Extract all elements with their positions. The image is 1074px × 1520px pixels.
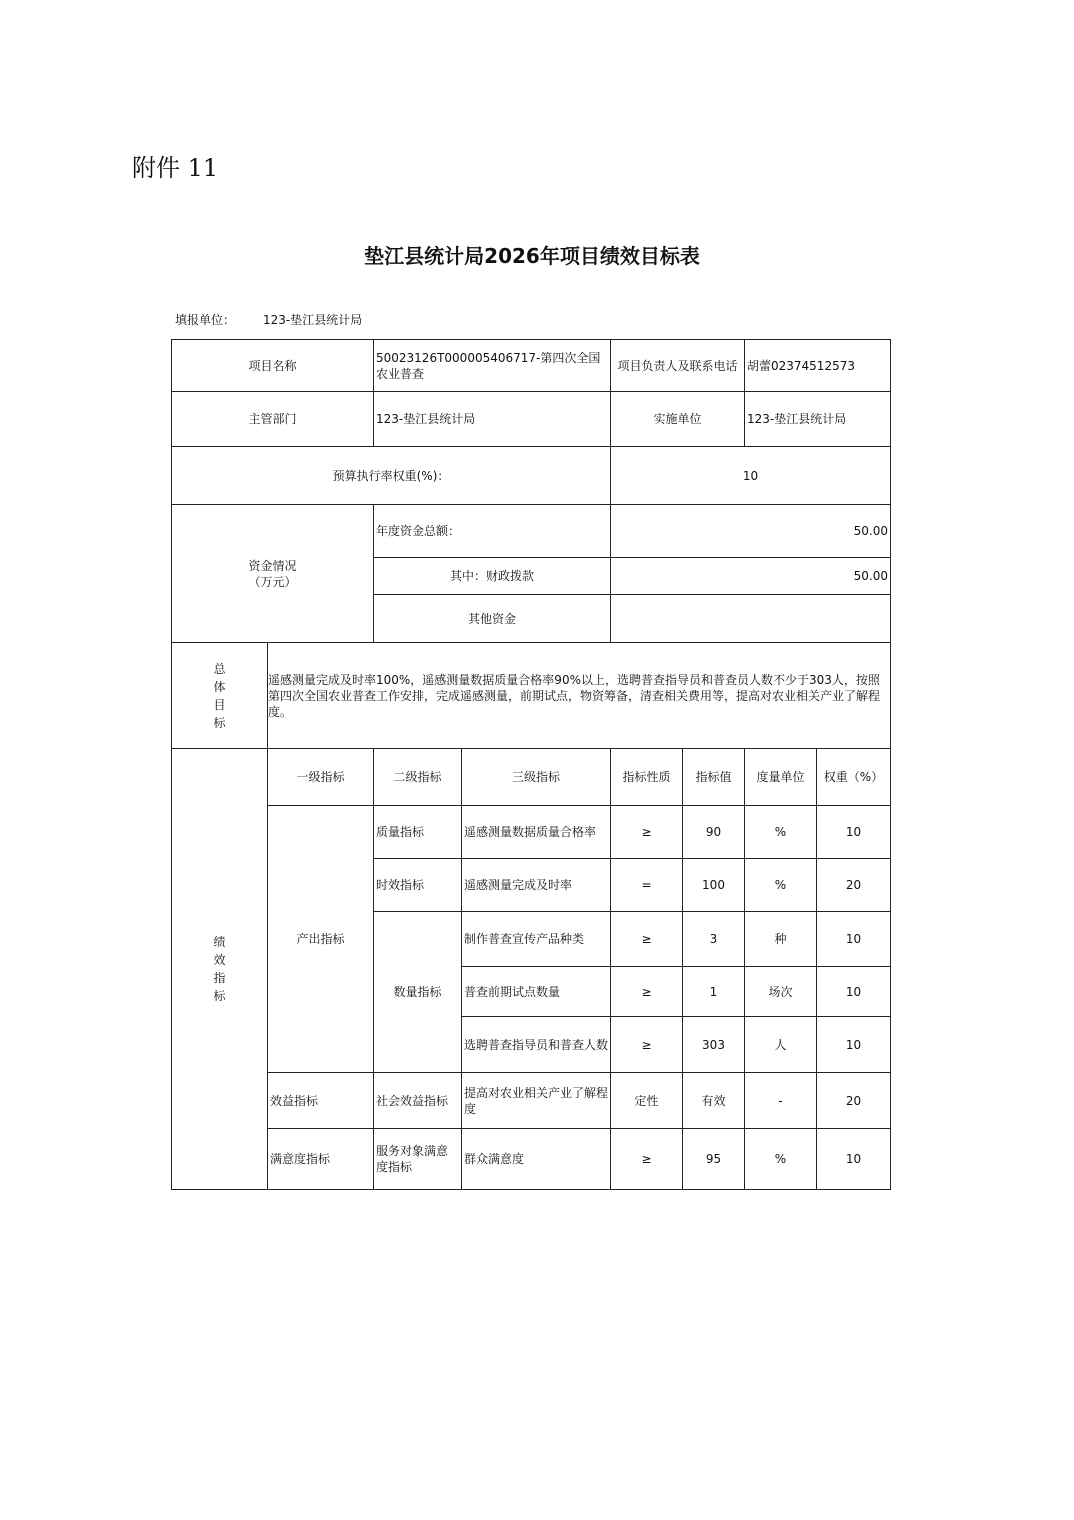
- indicator-value: 1: [683, 967, 745, 1017]
- contact: 胡蕾02374512573: [745, 340, 891, 392]
- reporting-unit: [175, 311, 362, 328]
- indicator-value: 90: [683, 806, 745, 859]
- indicator-value: 100: [683, 859, 745, 912]
- reporting-unit-value: 123-垫江县统计局: [263, 313, 363, 327]
- perf-label: 绩效指标: [213, 935, 226, 1003]
- indicator-unit: 人: [745, 1017, 817, 1073]
- level2-quality: 质量指标: [374, 806, 462, 859]
- level1-satisfaction: 满意度指标: [268, 1129, 374, 1190]
- fiscal-label: 其中：财政拨款: [374, 558, 611, 595]
- level2-service: 服务对象满意度指标: [374, 1129, 462, 1190]
- indicator-op: ≥: [611, 967, 683, 1017]
- project-name: 50023126T000005406717-第四次全国农业普查: [374, 340, 611, 392]
- indicator-weight: 20: [817, 859, 891, 912]
- header-weight: 权重（%）: [817, 749, 891, 806]
- header-level1: 一级指标: [268, 749, 374, 806]
- indicator-weight: 10: [817, 1017, 891, 1073]
- annual-label: 年度资金总额：: [374, 505, 611, 558]
- overall-goal: 遥感测量完成及时率100%，遥感测量数据质量合格率90%以上，选聘普查指导员和普查员人数不少于303人，按照第四次全国农业普查工作安排，完成遥感测量，前期试点，物资筹备，清查相关费用等，提高对农业相关产业了解程度。: [268, 643, 891, 749]
- indicator-op: ≥: [611, 1129, 683, 1190]
- indicator-name: 遥感测量完成及时率: [462, 859, 611, 912]
- fiscal: 50.00: [611, 558, 891, 595]
- level2-timeliness: 时效指标: [374, 859, 462, 912]
- level2-quantity: 数量指标: [374, 912, 462, 1073]
- header-level2: 二级指标: [374, 749, 462, 806]
- annual: 50.00: [611, 505, 891, 558]
- reporting-unit-label: 填报单位：: [175, 313, 236, 327]
- indicator-unit: %: [745, 859, 817, 912]
- indicator-name: 遥感测量数据质量合格率: [462, 806, 611, 859]
- indicator-weight: 10: [817, 912, 891, 967]
- funds-label: 资金情况（万元）: [172, 505, 374, 643]
- performance-table: [171, 339, 891, 1190]
- page-title: 垫江县统计局2026年项目绩效目标表: [364, 244, 700, 268]
- indicator-op: ≥: [611, 912, 683, 967]
- indicator-value: 3: [683, 912, 745, 967]
- indicator-value: 有效: [683, 1073, 745, 1129]
- level1-output: 产出指标: [268, 806, 374, 1073]
- project-name-label: 项目名称: [172, 340, 374, 392]
- indicator-op: ≥: [611, 806, 683, 859]
- indicator-op: 定性: [611, 1073, 683, 1129]
- table-row: [172, 1073, 891, 1129]
- table-row: [172, 806, 891, 859]
- indicator-value: 303: [683, 1017, 745, 1073]
- dept: 123-垫江县统计局: [374, 392, 611, 447]
- indicator-name: 群众满意度: [462, 1129, 611, 1190]
- other: [611, 595, 891, 643]
- indicator-name: 普查前期试点数量: [462, 967, 611, 1017]
- indicator-weight: 20: [817, 1073, 891, 1129]
- indicator-weight: 10: [817, 1129, 891, 1190]
- dept-label: 主管部门: [172, 392, 374, 447]
- level2-social: 社会效益指标: [374, 1073, 462, 1129]
- indicator-name: 制作普查宣传产品种类: [462, 912, 611, 967]
- level1-benefit: 效益指标: [268, 1073, 374, 1129]
- header-nature: 指标性质: [611, 749, 683, 806]
- header-value: 指标值: [683, 749, 745, 806]
- indicator-op: =: [611, 859, 683, 912]
- indicator-unit: %: [745, 806, 817, 859]
- impl-label: 实施单位: [611, 392, 745, 447]
- indicator-unit: %: [745, 1129, 817, 1190]
- goal-label: 总体目标: [213, 661, 226, 730]
- table-row: [172, 1129, 891, 1190]
- other-label: 其他资金: [374, 595, 611, 643]
- indicator-unit: -: [745, 1073, 817, 1129]
- impl: 123-垫江县统计局: [745, 392, 891, 447]
- header-unit: 度量单位: [745, 749, 817, 806]
- indicator-weight: 10: [817, 967, 891, 1017]
- indicator-name: 提高对农业相关产业了解程度: [462, 1073, 611, 1129]
- header-level3: 三级指标: [462, 749, 611, 806]
- indicator-op: ≥: [611, 1017, 683, 1073]
- indicator-unit: 场次: [745, 967, 817, 1017]
- contact-label: 项目负责人及联系电话: [611, 340, 745, 392]
- indicator-weight: 10: [817, 806, 891, 859]
- attachment-label: 附件 11: [132, 154, 219, 182]
- indicator-unit: 种: [745, 912, 817, 967]
- indicator-value: 95: [683, 1129, 745, 1190]
- budget-weight: 10: [611, 447, 891, 505]
- indicator-name: 选聘普查指导员和普查人数: [462, 1017, 611, 1073]
- budget-weight-label: 预算执行率权重(%)：: [172, 447, 611, 505]
